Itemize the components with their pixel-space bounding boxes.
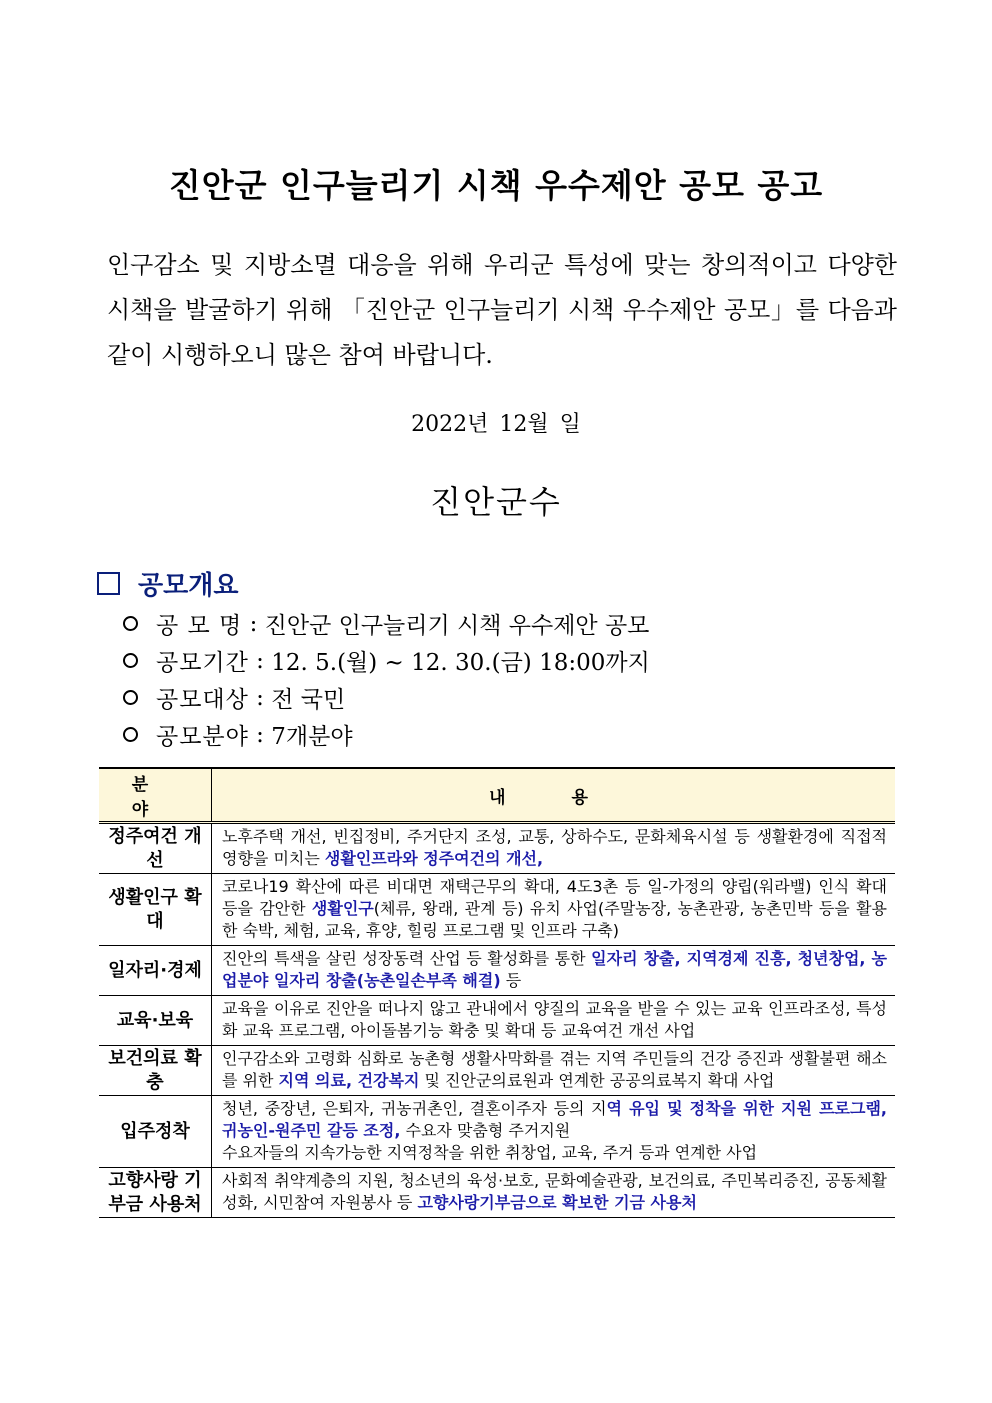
field-category: 생활인구 확대: [99, 874, 212, 946]
signer: 진안군수: [430, 483, 562, 521]
field-category: 교육·보육: [99, 996, 212, 1046]
field-description: [212, 1046, 896, 1096]
description-text: 코로나19 확산에 따른 비대면 재택근무의 확대, 4도3촌 등 일-가정의 양립(워라밸) 인식 확대 등을 감안한: [222, 877, 887, 918]
description-text: 진안의 특색을 살린 성장동력 산업 등 활성화를 통한: [222, 949, 592, 968]
overview-value: 전 국민: [271, 687, 346, 713]
field-description: [212, 1168, 896, 1218]
overview-item: 공 모 명 : 진안군 인구늘리기 시책 우수제안 공모: [123, 605, 650, 642]
overview-label: 공모기간: [156, 650, 249, 676]
header-content: 내 용: [212, 768, 896, 823]
highlight-text: 역 유입 및 정착을 위한 지원 프로그램, 귀농인-원주민 갈등 조정,: [222, 1099, 887, 1140]
square-bullet-icon: [97, 572, 120, 595]
section-title: 공모개요: [138, 571, 239, 601]
overview-list: [123, 605, 650, 753]
description-text: (체류, 왕래, 관계 등) 유치 사업(주말농장, 농촌관광, 농촌민박 등을 활용한 숙박, 체험, 교육, 휴양, 힐링 프로그램 및 인프라 구축): [222, 899, 887, 940]
overview-label: 공 모 명: [156, 613, 243, 639]
highlight-text: 생활인구: [311, 899, 374, 918]
field-category: 일자리·경제: [99, 946, 212, 996]
description-text: 인구감소와 고령화 심화로 농촌형 생활사막화를 겪는 지역 주민들의 건강 증진과 생활불편 해소를 위한: [222, 1049, 887, 1090]
field-category: 입주정착: [99, 1096, 212, 1168]
field-category: 정주여건 개선: [99, 823, 212, 874]
circle-bullet-icon: [123, 727, 138, 742]
field-description: [212, 874, 896, 946]
table-row: [99, 946, 895, 996]
page-title: 진안군 인구늘리기 시책 우수제안 공모 공고: [168, 166, 824, 205]
highlight-text: 일자리 창출, 지역경제 진흥, 청년창업, 농업분야 일자리 창출(농촌일손부족 해결): [222, 949, 887, 990]
overview-item: 공모분야 : 7개분야: [123, 716, 650, 753]
description-text: 사회적 취약계층의 지원, 청소년의 육성·보호, 문화예술관광, 보건의료, 주민복리증진, 공동체활성화, 시민참여 자원봉사 등: [222, 1171, 887, 1212]
highlight-text: 고향사랑기부금으로 확보한 기금 사용처: [417, 1193, 697, 1212]
table-row: [99, 874, 895, 946]
circle-bullet-icon: [123, 690, 138, 705]
field-description: [212, 946, 896, 996]
overview-label: 공모대상: [156, 687, 249, 713]
description-text: 수요자 맞춤형 주거지원: [400, 1121, 571, 1140]
table-body: [99, 823, 895, 1218]
fields-table: [99, 767, 895, 1218]
circle-bullet-icon: [123, 616, 138, 631]
overview-label: 공모분야: [156, 724, 249, 750]
overview-value: 12. 5.(월) ~ 12. 30.(금) 18:00까지: [271, 650, 650, 676]
header-field: 분 야: [99, 768, 212, 823]
table-row: [99, 823, 895, 874]
highlight-text: 생활인프라와 정주여건의 개선,: [324, 849, 544, 868]
field-category: 보건의료 확충: [99, 1046, 212, 1096]
field-category: 고향사랑 기부금 사용처: [99, 1168, 212, 1218]
description-text: 청년, 중장년, 은퇴자, 귀농귀촌인, 결혼이주자 등의 지: [222, 1099, 607, 1118]
description-text: 교육을 이유로 진안을 떠나지 않고 관내에서 양질의 교육을 받을 수 있는 교육 인프라조성, 특성화 교육 프로그램, 아이돌봄기능 확충 및 확대 등 교육여건 개선 사업: [222, 999, 887, 1040]
field-description: [212, 823, 896, 874]
description-text: 수요자들의 지속가능한 지역정착을 위한 취창업, 교육, 주거 등과 연계한 사업: [222, 1143, 758, 1162]
description-text: 노후주택 개선, 빈집정비, 주거단지 조성, 교통, 상하수도, 문화체육시설 등 생활환경에 직접적 영향을 미치는: [222, 827, 887, 868]
overview-item: 공모기간 : 12. 5.(월) ~ 12. 30.(금) 18:00까지: [123, 642, 650, 679]
circle-bullet-icon: [123, 653, 138, 668]
field-description: [212, 1096, 896, 1168]
table-row: [99, 1096, 895, 1168]
intro-paragraph: 인구감소 및 지방소멸 대응을 위해 우리군 특성에 맞는 창의적이고 다양한 시책을 발굴하기 위해 「진안군 인구늘리기 시책 우수제안 공모」를 다음과 같이 시행하오니 많은 참여 바랍니다.: [107, 251, 897, 369]
description-text: 및 진안군의료원과 연계한 공공의료복지 확대 사업: [419, 1071, 775, 1090]
field-description: [212, 996, 896, 1046]
highlight-text: 지역 의료, 건강복지: [278, 1071, 420, 1090]
description-text: 등: [500, 971, 522, 990]
table-row: [99, 1046, 895, 1096]
overview-value: 7개분야: [271, 724, 353, 750]
table-row: [99, 996, 895, 1046]
section-heading: [97, 565, 238, 602]
overview-item: 공모대상 : 전 국민: [123, 679, 650, 716]
overview-value: 진안군 인구늘리기 시책 우수제안 공모: [264, 613, 650, 639]
announcement-date: 2022년 12월 일: [411, 412, 581, 437]
table-row: [99, 1168, 895, 1218]
table-header-row: [99, 768, 895, 823]
